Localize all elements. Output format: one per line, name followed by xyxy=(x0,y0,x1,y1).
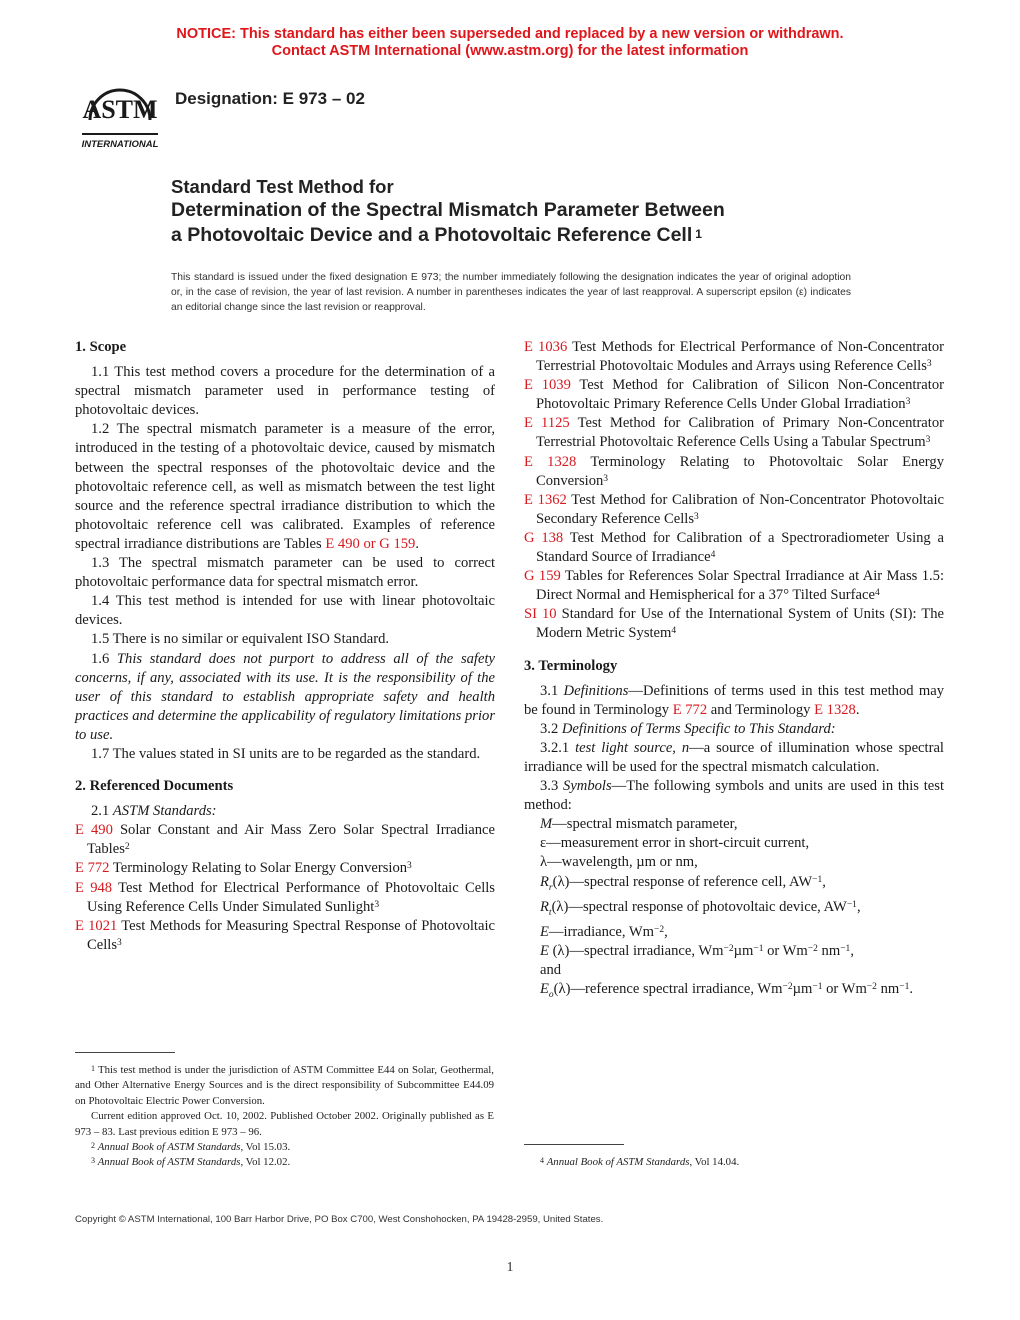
reference-code-link[interactable]: E 490 xyxy=(75,822,113,839)
left-reference-list xyxy=(75,821,495,955)
link-e1328[interactable]: E 1328 xyxy=(814,701,856,718)
footnote-3: $^3$ Annual Book of ASTM Standards, Vol 12.02. xyxy=(91,1156,291,1169)
reference-item: E 1021 Test Methods for Measuring Spectral Response of Photovoltaic Cells$^3$ xyxy=(75,917,495,953)
para-2-1: 2.1 ASTM Standards: xyxy=(91,803,217,820)
para-3-3: 3.3 Symbols—The following symbols and units are used in this test method: xyxy=(524,778,945,814)
title-line-2: Determination of the Spectral Mismatch Parameter Between xyxy=(171,199,725,221)
reference-code-link[interactable]: E 1125 xyxy=(524,415,570,432)
footnotes-right xyxy=(524,1155,944,1170)
title-line-1: Standard Test Method for xyxy=(171,176,394,197)
footnote-1b: Current edition approved Oct. 10, 2002. Published October 2002. Originally published as E 973 – 83. Last previous edition E 973 – 96. xyxy=(75,1110,494,1138)
footnote-2: $^2$ Annual Book of ASTM Standards, Vol 15.03. xyxy=(91,1141,291,1154)
footnotes-left xyxy=(75,1063,494,1171)
left-column xyxy=(75,338,495,955)
symbol-rr: $R_r(\lambda)—spectral$ response of reference cell, $AW^{-1}$, xyxy=(540,873,826,893)
para-1-2: 1.2 The spectral mismatch parameter is a measure of the error, introduced in the testing of a photovoltaic device, caused by mismatch between the spectral responses of the photovoltaic device and the photovoltaic reference cell, as well as mismatch between the test light source and the reference spectral irradiance distribution to which the photovoltaic reference cell was calibrated. Examples of reference spectral irradiance distributions are Tables E 490 or G 159. xyxy=(75,421,495,552)
para-1-1: 1.1 This test method covers a procedure for the determination of a spectral mismatch parameter used in performance testing of photovoltaic devices. xyxy=(75,364,495,419)
copyright: Copyright © ASTM International, 100 Barr Harbor Drive, PO Box C700, West Conshohocken, PA 19428-2959, United States. xyxy=(75,1214,604,1225)
para-1-4: 1.4 This test method is intended for use with linear photovoltaic devices. xyxy=(75,593,495,629)
reference-code-link[interactable]: E 1039 xyxy=(524,377,571,394)
para-3-2: 3.2 Definitions of Terms Specific to This Standard: xyxy=(540,720,836,737)
symbol-rt: $R_t(\lambda)—spectral$ response of photovoltaic device, $AW^{-1}$, xyxy=(540,898,861,918)
section-1-heading: 1. Scope xyxy=(75,339,127,355)
reference-code-link[interactable]: G 159 xyxy=(524,568,561,585)
reference-item: E 490 Solar Constant and Air Mass Zero Solar Spectral Irradiance Tables$^2$ xyxy=(75,822,495,858)
reference-code-link[interactable]: E 1036 xyxy=(524,339,568,355)
notice-line-1: NOTICE: This standard has either been superseded and replaced by a new version or withdrawn. xyxy=(176,26,844,42)
reference-code-link[interactable]: E 1328 xyxy=(524,453,577,470)
reference-item: E 772 Terminology Relating to Solar Energy Conversion$^3$ xyxy=(75,860,412,877)
section-2-heading: 2. Referenced Documents xyxy=(75,778,234,795)
link-e490-g159[interactable]: E 490 or G 159 xyxy=(325,535,416,552)
notice-line-2: Contact ASTM International (www.astm.org) for the latest information xyxy=(271,43,749,59)
footnote-4: $^4$ Annual Book of ASTM Standards, Vol 14.04. xyxy=(540,1156,740,1168)
link-e772[interactable]: E 772 xyxy=(672,701,708,718)
footnote-rule-right xyxy=(524,1144,624,1145)
logo-letters: ASTM xyxy=(82,95,158,124)
page-number: 1 xyxy=(506,1260,514,1275)
issued-note: This standard is issued under the fixed designation E 973; the number immediately following the designation indicates the year of original adoption or, in the case of revision, the year of last revision. A number in parentheses indicates the year of last reapproval. A superscript epsilon (ε) indicates an editorial change since the last revision or reapproval. xyxy=(171,272,851,313)
footnote-rule-left xyxy=(75,1052,175,1053)
para-1-5: 1.5 There is no similar or equivalent ISO Standard. xyxy=(91,631,390,648)
designation: Designation: E 973 – 02 xyxy=(175,89,365,108)
para-1-7: 1.7 The values stated in SI units are to be regarded as the standard. xyxy=(91,745,481,762)
reference-item: E 1125 Test Method for Calibration of Primary Non-Concentrator Terrestrial Photovoltaic Reference Cells Using a Tabular Spectrum$^3$ xyxy=(524,415,944,451)
reference-item: E 1039 Test Method for Calibration of Silicon Non-Concentrator Photovoltaic Primary Reference Cells Under Global Irradiation$^3$ xyxy=(524,377,944,413)
reference-item: E 1036 Test Methods for Electrical Performance of Non-Concentrator Terrestrial Photovoltaic Modules and Arrays using Reference Cells$^3$ xyxy=(524,339,944,375)
reference-item: G 159 Tables for References Solar Spectral Irradiance at Air Mass 1.5: Direct Normal and Hemispherical for a 37° Tilted Surface$^4$ xyxy=(524,568,944,604)
para-1-6: 1.6 This standard does not purport to address all of the safety concerns, if any, associated with its use. It is the responsibility of the user of this standard to establish appropriate safety and health practices and determine the applicability of regulatory limitations prior to use. xyxy=(75,650,495,743)
reference-code-link[interactable]: E 772 xyxy=(75,860,110,877)
symbol-eo: $E_o(\lambda)—reference$ spectral irradiance, $Wm^{-2}\mu m^{-1}$ or $Wm^{-2}$ $nm^{-1}$. xyxy=(540,980,913,1000)
symbol-and: and xyxy=(540,961,562,978)
astm-logo xyxy=(78,76,162,152)
reference-item: E 1362 Test Method for Calibration of Non-Concentrator Photovoltaic Secondary Reference Cells$^3$ xyxy=(524,491,944,527)
right-column xyxy=(524,338,944,1005)
footnote-1: $^1$ This test method is under the jurisdiction of ASTM Committee E44 on Solar, Geothermal, and Other Alternative Energy Sources and is the direct responsibility of Subcommittee E44.09 on Photovoltaic Electric Power Conversion. xyxy=(75,1064,494,1107)
symbol-m: M—spectral mismatch parameter, xyxy=(540,816,738,833)
reference-item: G 138 Test Method for Calibration of a Spectroradiometer Using a Standard Source of Irradiance$^4$ xyxy=(524,529,944,566)
para-3-1: 3.1 Definitions—Definitions of terms used in this test method may be found in Terminology E 772 and Terminology E 1328. xyxy=(524,682,944,718)
reference-code-link[interactable]: E 948 xyxy=(75,879,113,896)
reference-item: E 1328 Terminology Relating to Photovoltaic Solar Energy Conversion$^3$ xyxy=(524,453,944,489)
para-3-2-1: 3.2.1 test light source, n—a source of illumination whose spectral irradiance will be used for the spectral mismatch calculation. xyxy=(524,739,944,775)
para-1-3: 1.3 The spectral mismatch parameter can be used to correct photovoltaic performance data for spectral mismatch error. xyxy=(75,555,495,591)
symbol-lambda: λ—wavelength, µm or nm, xyxy=(540,854,698,871)
right-reference-list xyxy=(524,338,944,644)
title-line-3: a Photovoltaic Device and a Photovoltaic Reference Cell $^1$ xyxy=(171,224,702,246)
reference-code-link[interactable]: E 1021 xyxy=(75,917,118,934)
reference-item: E 948 Test Method for Electrical Performance of Photovoltaic Cells Using Reference Cells Under Simulated Sunlight$^3$ xyxy=(75,879,495,915)
document-title xyxy=(171,176,891,248)
reference-item: SI 10 Standard for Use of the International System of Units (SI): The Modern Metric System$^4$ xyxy=(524,606,945,642)
reference-code-link[interactable]: G 138 xyxy=(524,529,564,546)
title-footnote-mark: 1 xyxy=(695,227,702,241)
reference-code-link[interactable]: E 1362 xyxy=(524,491,567,508)
logo-caption: INTERNATIONAL xyxy=(81,139,159,150)
section-3-heading: 3. Terminology xyxy=(524,657,618,674)
withdrawal-notice xyxy=(0,26,1020,60)
symbol-epsilon: ε—measurement error in short-circuit current, xyxy=(540,835,810,852)
reference-code-link[interactable]: SI 10 xyxy=(524,606,557,623)
symbol-e: E—irradiance, $Wm^{-2}$, xyxy=(540,923,668,940)
symbol-e-lambda: E (λ)—spectral irradiance, $Wm^{-2}\mu m^{-1}$ or $Wm^{-2}$ $nm^{-1}$, xyxy=(540,942,854,959)
